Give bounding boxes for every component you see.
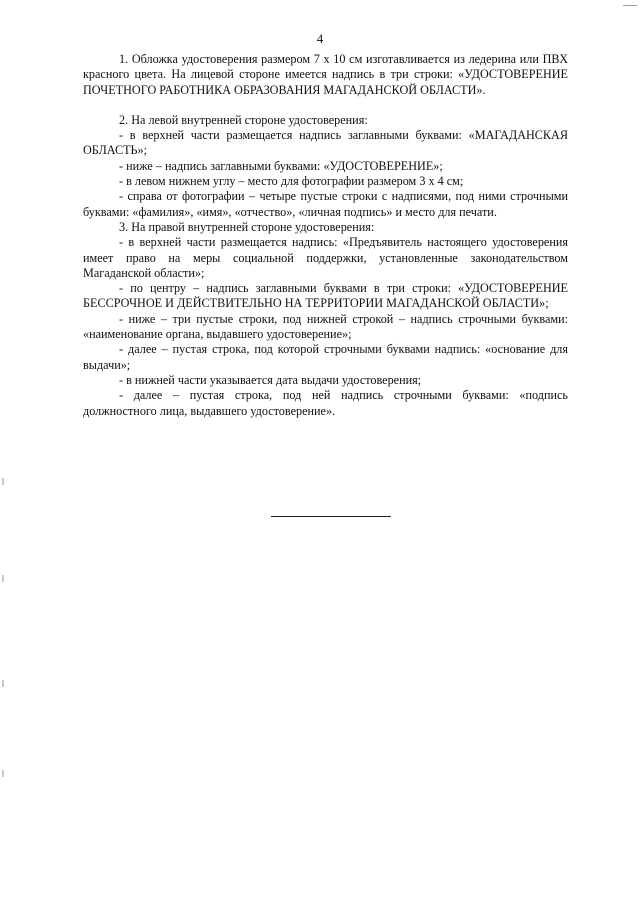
paragraph-right-side-heading: 3. На правой внутренней стороне удостоверения: — [119, 219, 375, 234]
scan-edge-mark — [2, 770, 4, 777]
paragraph-gap — [83, 98, 568, 113]
paragraph-left-side-item: - ниже – надпись заглавными буквами: «УДОСТОВЕРЕНИЕ»; — [119, 158, 443, 173]
scan-corner-mark — [623, 5, 637, 6]
paragraph-cover: 1. Обложка удостоверения размером 7 х 10 см изготавливается из ледерина или ПВХ красного цвета. На лицевой стороне имеется надпись в три строки: «УДОСТОВЕРЕНИЕ ПОЧЕТНОГО РАБОТНИКА ОБРАЗОВАНИЯ МАГАДАНСКОЙ ОБЛАСТИ». — [83, 52, 568, 97]
paragraph-left-side-item: - в верхней части размещается надпись заглавными буквами: «МАГАДАНСКАЯ ОБЛАСТЬ»; — [83, 128, 568, 158]
document-body — [83, 52, 568, 419]
scan-edge-mark — [2, 575, 4, 582]
paragraph-left-side-item: - справа от фотографии – четыре пустые строки с надписями, под ними строчными буквами: «фамилия», «имя», «отчество», «личная подпись» и место для печати. — [83, 189, 568, 219]
paragraph-right-side-item: - ниже – три пустые строки, под нижней строкой – надпись строчными буквами: «наименование органа, выдавшего удостоверение»; — [83, 311, 568, 342]
scan-edge-mark — [2, 680, 4, 687]
paragraph-right-side-item: - в нижней части указывается дата выдачи удостоверения; — [119, 372, 422, 387]
paragraph-right-side-item: - далее – пустая строка, под которой строчными буквами надпись: «основание для выдачи»; — [83, 342, 568, 372]
paragraph-right-side-item: - в верхней части размещается надпись: «Предъявитель настоящего удостоверения имеет право на меры социальной поддержки, установленные законодательством Магаданской области»; — [83, 235, 568, 280]
page-number: 4 — [316, 31, 324, 46]
paragraph-right-side-item: - далее – пустая строка, под ней надпись строчными буквами: «подпись должностного лица, выдавшего удостоверение». — [83, 388, 568, 418]
paragraph-left-side-item: - в левом нижнем углу – место для фотографии размером 3 х 4 см; — [119, 174, 464, 189]
end-separator-line — [271, 516, 391, 517]
paragraph-right-side-item: - по центру – надпись заглавными буквами в три строки: «УДОСТОВЕРЕНИЕ БЕССРОЧНОЕ И ДЕЙСТВИТЕЛЬНО НА ТЕРРИТОРИИ МАГАДАНСКОЙ ОБЛАСТИ»; — [83, 281, 568, 311]
paragraph-left-side-heading: 2. На левой внутренней стороне удостоверения: — [119, 112, 368, 127]
scan-edge-mark — [2, 478, 4, 485]
